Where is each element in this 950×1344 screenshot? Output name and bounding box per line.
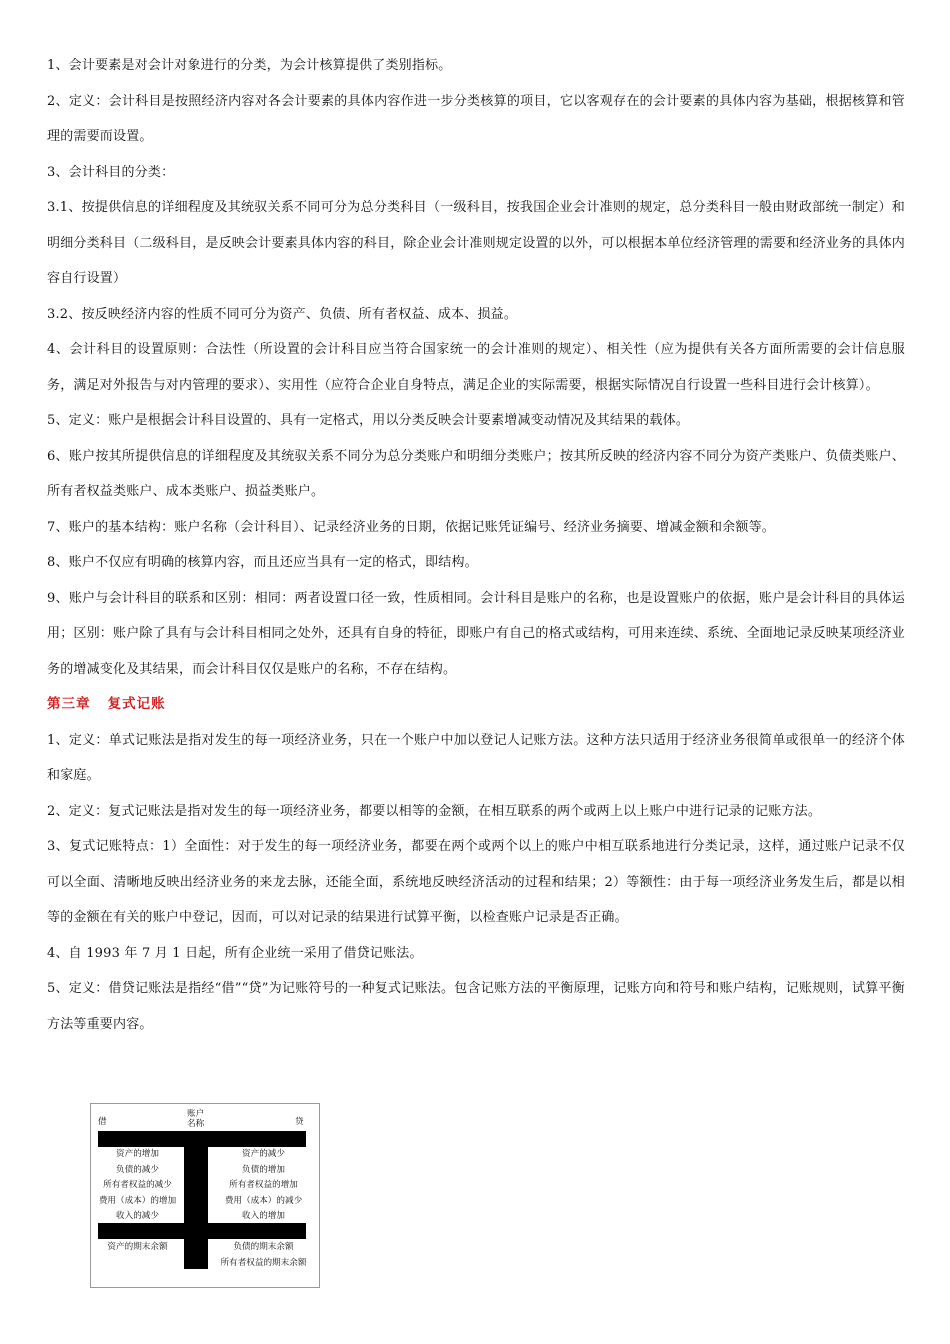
account-name-line1: 账户 — [187, 1109, 205, 1119]
debit-item: 资产的增加 — [116, 1149, 159, 1159]
paragraph: 7、账户的基本结构：账户名称（会计科目）、记录经济业务的日期，依据记账凭证编号、经济业务摘要、增减金额和余额等。 — [47, 519, 775, 535]
t-account-vertical-bar — [184, 1147, 208, 1269]
paragraph: 4、自 1993 年 7 月 1 日起，所有企业统一采用了借贷记账法。 — [47, 945, 423, 961]
debit-item: 负债的减少 — [116, 1164, 159, 1175]
paragraph: 3.1、按提供信息的详细程度及其统驭关系不同可分为总分类科目（一级科目，按我国企业会计准则的规定，总分类科目一般由财政部统一制定）和明细分类科目（二级科目，是反映会计要素具体内容的科目，除企业会计准则规定设置的以外，可以根据本单位经济管理的需要和经济业务的具体内容自行设置） — [47, 200, 906, 286]
paragraph: 4、会计科目的设置原则：合法性（所设置的会计科目应当符合国家统一的会计准则的规定）、相关性（应为提供有关各方面所需要的会计信息服务，满足对外报告与对内管理的要求）、实用性（应符合企业自身特点，满足企业的实际需要，根据实际情况自行设置一些科目进行会计核算）。 — [47, 342, 905, 393]
t-account-top-bar — [98, 1131, 306, 1147]
credit-item: 所有者权益的增加 — [229, 1180, 298, 1190]
credit-balance-item: 负债的期末余额 — [233, 1242, 294, 1252]
document-body — [47, 48, 905, 1042]
debit-balance-item: 资产的期末余额 — [107, 1242, 168, 1252]
credit-item: 资产的减少 — [242, 1149, 285, 1159]
paragraph: 1、会计要素是对会计对象进行的分类，为会计核算提供了类别指标。 — [47, 58, 452, 73]
credit-balance-item: 所有者权益的期末余额 — [220, 1257, 307, 1268]
paragraph: 8、账户不仅应有明确的核算内容，而且还应当具有一定的格式，即结构。 — [47, 555, 478, 570]
debit-balance — [91, 1240, 184, 1256]
paragraph: 5、定义：账户是根据会计科目设置的、具有一定格式，用以分类反映会计要素增减变动情况及其结果的载体。 — [47, 413, 690, 428]
credit-item: 费用（成本）的减少 — [224, 1195, 303, 1206]
paragraph: 6、账户按其所提供信息的详细程度及其统驭关系不同分为总分类账户和明细分类账户；按其所反映的经济内容不同分为资产类账户、负债类账户、所有者权益类账户、成本类账户、损益类账户。 — [47, 448, 905, 499]
debit-item: 所有者权益的减少 — [103, 1180, 172, 1190]
debit-entries — [91, 1147, 184, 1225]
credit-item: 负债的增加 — [242, 1164, 285, 1175]
debit-item: 费用（成本）的增加 — [98, 1195, 177, 1206]
paragraph: 3、复式记账特点：1）全面性：对于发生的每一项经济业务，都要在两个或两个以上的账户中相互联系地进行分类记录，这样，通过账户记录不仅可以全面、清晰地反映出经济业务的来龙去脉，还能全面，系统地反映经济活动的过程和结果；2）等额性：由于每一项经济业务发生后，都是以相等的金额在有关的账户中登记，因而，可以对记录的结果进行试算平衡，以检查账户记录是否正确。 — [47, 839, 905, 925]
paragraph: 2、定义：复式记账法是指对发生的每一项经济业务，都要以相等的金额，在相互联系的两个或两上以上账户中进行记录的记账方法。 — [47, 803, 822, 819]
paragraph: 1、定义：单式记账法是指对发生的每一项经济业务，只在一个账户中加以登记人记账方法。这种方法只适用于经济业务很简单或很单一的经济个体和家庭。 — [47, 732, 905, 783]
paragraph: 3、会计科目的分类： — [47, 164, 175, 180]
paragraph: 5、定义：借贷记账法是指经“借”“贷”为记账符号的一种复式记账法。包含记账方法的平衡原理，记账方向和符号和账户结构，记账规则，试算平衡方法等重要内容。 — [47, 981, 905, 1032]
t-account-diagram — [90, 1103, 320, 1288]
paragraph: 2、定义：会计科目是按照经济内容对各会计要素的具体内容作进一步分类核算的项目，它以客观存在的会计要素的具体内容为基础，根据核算和管理的需要而设置。 — [47, 93, 905, 144]
credit-label: 贷 — [295, 1117, 304, 1127]
paragraph: 9、账户与会计科目的联系和区别：相同：两者设置口径一致，性质相同。会计科目是账户的名称，也是设置账户的依据，账户是会计科目的具体运用；区别：账户除了具有与会计科目相同之处外，还具有自身的特征，即账户有自己的格式或结构，可用来连续、系统、全面地记录反映某项经济业务的增减变化及其结果，而会计科目仅仅是账户的名称，不存在结构。 — [47, 590, 906, 677]
credit-entries — [208, 1147, 319, 1225]
debit-item: 收入的减少 — [116, 1211, 159, 1221]
chapter-heading: 第三章 复式记账 — [47, 696, 166, 712]
credit-balance — [208, 1240, 319, 1271]
debit-label: 借 — [98, 1117, 107, 1127]
t-account-balance-bar — [98, 1223, 306, 1239]
credit-item: 收入的增加 — [242, 1211, 285, 1221]
account-name-line2: 名称 — [187, 1119, 205, 1129]
paragraph: 3.2、按反映经济内容的性质不同可分为资产、负债、所有者权益、成本、损益。 — [47, 306, 518, 322]
